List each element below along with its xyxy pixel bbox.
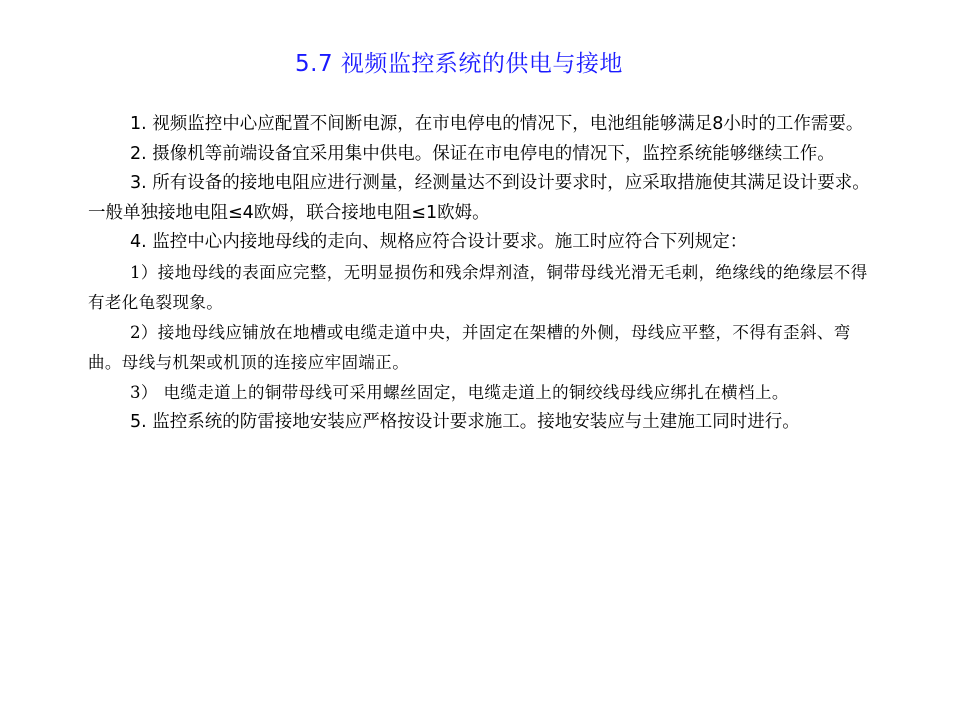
paragraph-5-lightning-protection: 5. 监控系统的防雷接地安装应严格按设计要求施工。接地安装应与土建施工同时进行。: [130, 411, 800, 432]
slide-title: 5.7 视频监控系统的供电与接地: [295, 51, 623, 77]
sub-item-1-busbar-surface: 1）接地母线的表面应完整，无明显损伤和残余焊剂渣，铜带母线光滑无毛刺，绝缘线的绝缘层不得有老化龟裂现象。: [88, 262, 868, 312]
paragraph-1-ups-power: 1. 视频监控中心应配置不间断电源，在市电停电的情况下，电池组能够满足8小时的工作需要。: [130, 114, 864, 134]
slide-body: [88, 110, 884, 437]
paragraph-2-central-power: 2. 摄像机等前端设备宜采用集中供电。保证在市电停电的情况下，监控系统能够继续工作。: [130, 143, 835, 164]
paragraph-3-grounding-resistance: 3. 所有设备的接地电阻应进行测量，经测量达不到设计要求时，应采取措施使其满足设计要求。一般单独接地电阻≤4欧姆，联合接地电阻≤1欧姆。: [88, 173, 870, 223]
sub-item-3-busbar-fixing: 3） 电缆走道上的铜带母线可采用螺丝固定，电缆走道上的铜绞线母线应绑扎在横档上。: [130, 382, 789, 402]
paragraph-4-grounding-busbar: 4. 监控中心内接地母线的走向、规格应符合设计要求。施工时应符合下列规定：: [130, 232, 748, 252]
sub-item-2-busbar-laying: 2）接地母线应铺放在地槽或电缆走道中央，并固定在架槽的外侧，母线应平整，不得有歪斜、弯曲。母线与机架或机顶的连接应牢固端正。: [88, 322, 851, 372]
